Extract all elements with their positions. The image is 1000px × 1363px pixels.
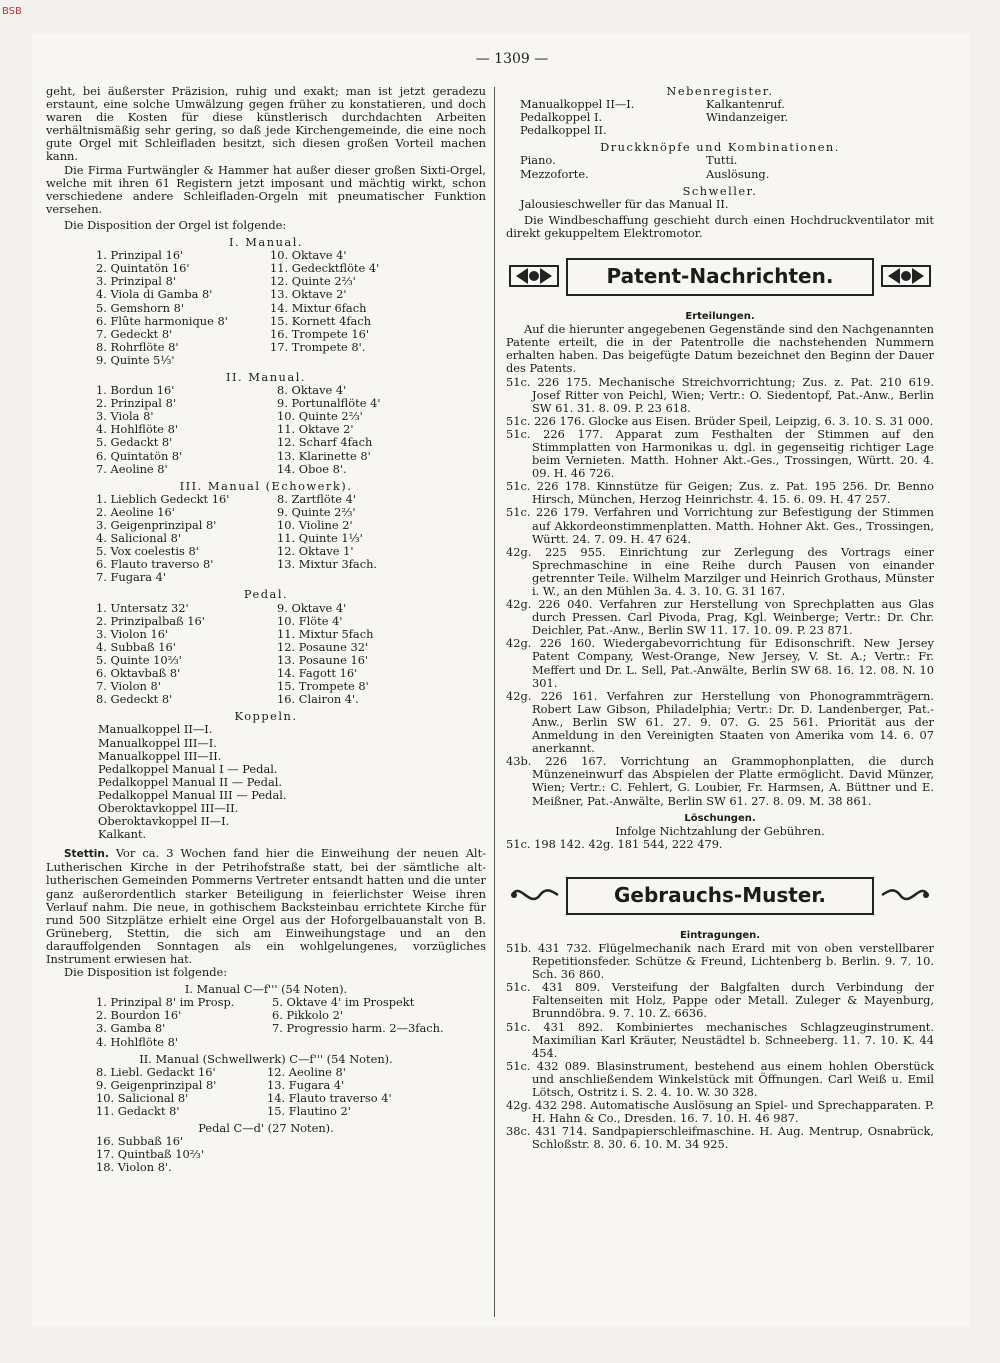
list-item: 3. Prinzipal 8' bbox=[96, 274, 176, 289]
list-item: 11. Oktave 2' bbox=[277, 422, 354, 437]
list-item: 3. Viola 8' bbox=[96, 409, 154, 424]
list-item: 11. Gedackt 8' bbox=[96, 1104, 180, 1119]
list-item: 4. Subbaß 16' bbox=[96, 639, 176, 654]
right-column bbox=[506, 85, 934, 1151]
list-item: 9. Quinte 5⅓' bbox=[96, 352, 175, 367]
list-item: 7. Gedeckt 8' bbox=[96, 326, 173, 341]
list-item: Pedalkoppel Manual II — Pedal. bbox=[98, 774, 283, 789]
list-item: 2. Prinzipalbaß 16' bbox=[96, 613, 205, 628]
list-item: 5. Gedackt 8' bbox=[96, 435, 173, 450]
list-item: 11. Quinte 1⅓' bbox=[277, 531, 363, 546]
list-item: Kalkant. bbox=[98, 827, 147, 842]
list-item: 7. Violon 8' bbox=[96, 679, 161, 694]
list-item: 6. Pikkolo 2' bbox=[272, 1008, 343, 1023]
list-item: 13. Mixtur 3fach. bbox=[277, 557, 378, 572]
eintragungen-heading: Eintragungen. bbox=[679, 929, 761, 941]
list-item: Manualkoppel III—I. bbox=[98, 735, 217, 750]
patent-entry: 42g. 226 161. Verfahren zur Herstellung von Phonogrammträgern. Robert Law Gibson, Philadelphia; Vertr.: Dr. D. Landenberger, Pat.-Anw., Berlin SW 61. 27. 9. 07. G. 25 561. Priorität aus der Anmeldung in den Vereinigten Staaten von Amerika vom 14. 6. 07 anerkannt. bbox=[506, 688, 934, 756]
list-item: 8. Liebl. Gedackt 16' bbox=[96, 1064, 216, 1079]
patent-entry: 51c. 226 175. Mechanische Streichvorrichtung; Zus. z. Pat. 210 619. Josef Ritter von Peichl, Wien; Vertr.: O. Siedentopf, Pat.-Anw., Berlin SW 61. 31. 8. 09. P. 23 618. bbox=[506, 374, 934, 415]
list-item: Oberoktavkoppel II—I. bbox=[98, 814, 230, 829]
list-item: 17. Trompete 8'. bbox=[270, 339, 366, 354]
gebrauchsmuster-entries bbox=[506, 942, 934, 1152]
manual-3-heading: III. Manual (Echowerk). bbox=[179, 478, 353, 493]
section-2-heading: II. Manual (Schwellwerk) C—f''' (54 Noten). bbox=[139, 1051, 393, 1066]
list-item: 1. Prinzipal 16' bbox=[96, 248, 184, 263]
patent-entry: 51c. 226 176. Glocke aus Eisen. Brüder Speil, Leipzig, 6. 3. 10. S. 31 000. bbox=[506, 413, 934, 428]
list-item: 4. Viola di Gamba 8' bbox=[96, 287, 213, 302]
scroll-ornament-right-icon bbox=[878, 871, 934, 919]
manual-3-stops bbox=[96, 493, 486, 585]
list-item: Pedalkoppel Manual I — Pedal. bbox=[98, 761, 278, 776]
patent-entry: 42g. 226 160. Wiedergabevorrichtung für Edisonschrift. New Jersey Patent Company, West-Orange, New Jersey, V. St. A.; Vertr.: Fr. Meffert und Dr. L. Sell, Pat.-Anwälte, Berlin SW 68. 16. 12. 08. N. 10 301. bbox=[506, 636, 934, 690]
list-item: Mezzoforte. bbox=[520, 166, 589, 181]
manual-2-heading: II. Manual. bbox=[226, 369, 306, 384]
patent-entry: 51c. 431 809. Versteifung der Balgfalten durch Verbindung der Faltenseiten mit Holz, Pappe oder Metall. Zuleger & Mayenburg, Brunndöbra. 9. 7. 10. Z. 6636. bbox=[506, 980, 934, 1021]
list-item: 5. Quinte 10⅔' bbox=[96, 652, 182, 667]
list-item: 4. Hohlflöte 8' bbox=[96, 1034, 179, 1049]
list-item: 4. Salicional 8' bbox=[96, 531, 182, 546]
list-item: 5. Oktave 4' im Prospekt bbox=[272, 995, 415, 1010]
list-item bbox=[277, 571, 486, 584]
list-item: 1. Lieblich Gedeckt 16' bbox=[96, 491, 230, 506]
stettin-heading: Stettin. bbox=[64, 848, 109, 861]
list-item bbox=[706, 124, 934, 137]
list-item: 5. Gemshorn 8' bbox=[96, 300, 184, 315]
list-item: 14. Oboe 8'. bbox=[277, 461, 347, 476]
list-item: 12. Quinte 2⅔' bbox=[270, 274, 356, 289]
manual-1-stops bbox=[96, 249, 486, 367]
list-item: 9. Quinte 2⅔' bbox=[277, 504, 356, 519]
manual-1-heading: I. Manual. bbox=[229, 235, 303, 250]
pedal-heading: Pedal. bbox=[243, 587, 289, 602]
list-item: 15. Kornett 4fach bbox=[270, 313, 372, 328]
list-item: 10. Salicional 8' bbox=[96, 1090, 189, 1105]
stettin-paragraph bbox=[46, 847, 486, 966]
page-number: — 1309 — bbox=[475, 51, 549, 67]
patent-entry: 51c. 432 089. Blasinstrument, bestehend aus einem hohlen Oberstück und anschließendem Winkelstück mit Öffnungen. Carl Weiß u. Emil Lötsch, Ostritz i. S. 2. 4. 10. W. 30 328. bbox=[506, 1058, 934, 1099]
list-item: 8. Oktave 4' bbox=[277, 383, 347, 398]
list-item bbox=[272, 1036, 486, 1049]
list-item: Windanzeiger. bbox=[706, 110, 789, 125]
disposition-intro: Die Disposition der Orgel ist folgende: bbox=[64, 217, 287, 232]
page-sheet bbox=[32, 33, 970, 1327]
patent-entry: 42g. 225 955. Einrichtung zur Zerlegung des Vortrags einer Sprechmaschine in eine Reihe durch Pausen von einander getrennter Teile. Wilhelm Marzilger und Heinrich Grothaus, Münster i. W., an den Mühlen 3a. 4. 3. 10. G. 31 167. bbox=[506, 544, 934, 598]
list-item: 7. Aeoline 8' bbox=[96, 461, 168, 476]
list-item: 9. Portunalflöte 4' bbox=[277, 396, 381, 411]
list-item: 12. Aeoline 8' bbox=[267, 1064, 346, 1079]
list-item: 11. Mixtur 5fach bbox=[277, 626, 374, 641]
list-item: 3. Gamba 8' bbox=[96, 1021, 166, 1036]
list-item: 15. Trompete 8' bbox=[277, 679, 369, 694]
list-item: 1. Bordun 16' bbox=[96, 383, 175, 398]
list-item: 10. Quinte 2⅔' bbox=[277, 409, 363, 424]
list-item: Auslösung. bbox=[706, 166, 770, 181]
furtwaengler-paragraph: Die Firma Furtwängler & Hammer hat außer dieser großen Sixti-Orgel, welche mit ihren 61 Registern jetzt imposant und mächtig wirkt, schon verschiedene andere Schleifladen-Orgeln mit pneumatischer Funktion versehen. bbox=[46, 162, 486, 216]
patent-entry: 51c. 226 179. Verfahren und Vorrichtung zur Befestigung der Stimmen auf Akkordeonstimmenplatten. Matth. Hohner Akt. Ges., Trossingen, Württ. 24. 7. 09. H. 47 624. bbox=[506, 505, 934, 546]
list-item: 1. Prinzipal 8' im Prosp. bbox=[96, 995, 235, 1010]
list-item: 13. Klarinette 8' bbox=[277, 448, 371, 463]
list-item: 3. Violon 16' bbox=[96, 626, 169, 641]
list-item: 14. Mixtur 6fach bbox=[270, 300, 367, 315]
list-item: 9. Oktave 4' bbox=[277, 600, 347, 615]
patent-entry: 51c. 226 178. Kinnstütze für Geigen; Zus. z. Pat. 195 256. Dr. Benno Hirsch, München, Herzog Heinrichstr. 4. 15. 6. 09. H. 47 257. bbox=[506, 479, 934, 507]
list-item: 12. Posaune 32' bbox=[277, 639, 369, 654]
scroll-ornament-left-icon bbox=[506, 871, 562, 919]
patent-entry: 42g. 226 040. Verfahren zur Herstellung von Sprechplatten aus Glas durch Pressen. Carl Pivoda, Prag, Kgl. Weinberge; Vertr.: Dr. Chr. Deichler, Pat.-Anw., Berlin SW 11. 17. 10. 09. P. 23 871. bbox=[506, 597, 934, 638]
schweller-text: Jalousieschweller für das Manual II. bbox=[520, 196, 729, 211]
nebenregister-list bbox=[520, 98, 934, 137]
list-item: 1. Untersatz 32' bbox=[96, 600, 189, 615]
patent-entry: 51c. 226 177. Apparat zum Festhalten der Stimmen auf den Stimmplatten von Harmonikas u. dgl. in gegenseitig richtiger Lage beim Vernieten. Matth. Hohner Akt.-Ges., Trossingen, Württ. 20. 4. 09. H. 46 726. bbox=[506, 426, 934, 481]
list-item: 16. Subbaß 16' bbox=[96, 1134, 184, 1149]
koppeln-heading: Koppeln. bbox=[234, 709, 298, 724]
list-item: 13. Oktave 2' bbox=[270, 287, 347, 302]
list-item: Manualkoppel III—II. bbox=[98, 748, 222, 763]
list-item: Pedalkoppel Manual III — Pedal. bbox=[98, 787, 287, 802]
disposition-2-intro: Die Disposition ist folgende: bbox=[64, 965, 228, 980]
list-item: 6. Flauto traverso 8' bbox=[96, 557, 214, 572]
gebrauchsmuster-title: Gebrauchs-Muster. bbox=[566, 877, 874, 915]
list-item: 3. Geigenprinzipal 8' bbox=[96, 518, 217, 532]
wind-paragraph: Die Windbeschaffung geschieht durch einen Hochdruckventilator mit direkt gekuppeltem Elektromotor. bbox=[506, 212, 934, 240]
list-item: 11. Gedecktflöte 4' bbox=[270, 261, 380, 276]
list-item: Kalkantenruf. bbox=[706, 97, 785, 112]
list-item: 4. Hohlflöte 8' bbox=[96, 422, 179, 437]
list-item: 7. Fugara 4' bbox=[96, 570, 167, 585]
list-item: 14. Flauto traverso 4' bbox=[267, 1090, 392, 1105]
erteilungen-heading: Erteilungen. bbox=[685, 311, 755, 323]
erteilungen-intro: Auf die hierunter angegebenen Gegenstände sind den Nachgenannten Patente erteilt, die in der Patentrolle die nachstehenden Nummern erhalten haben. Das beigefügte Datum bezeichnet den Beginn der Dauer des Patents. bbox=[506, 322, 934, 376]
list-item: Tutti. bbox=[706, 153, 738, 168]
section-3-stops bbox=[96, 1135, 486, 1174]
patent-banner bbox=[506, 252, 934, 300]
list-item: 10. Flöte 4' bbox=[277, 613, 343, 628]
list-item: 16. Trompete 16' bbox=[270, 326, 370, 341]
loeschungen-text: 51c. 198 142. 42g. 181 544, 222 479. bbox=[506, 836, 723, 851]
patent-entry: 51c. 431 892. Kombiniertes mechanisches Schlagzeuginstrument. Maximilian Karl Kräuter, Neustädtel b. Schneeberg. 11. 7. 10. K. 44 454. bbox=[506, 1019, 934, 1060]
list-item: 5. Vox coelestis 8' bbox=[96, 544, 199, 559]
list-item: 2. Bourdon 16' bbox=[96, 1008, 182, 1023]
loeschungen-sub: Infolge Nichtzahlung der Gebühren. bbox=[615, 823, 825, 838]
list-item: 6. Flûte harmonique 8' bbox=[96, 313, 228, 328]
druckknoepfe-list bbox=[520, 154, 934, 180]
list-item: Piano. bbox=[520, 153, 556, 168]
stettin-text: Vor ca. 3 Wochen fand hier die Einweihung der neuen Alt-Lutherischen Kirche in der Petrihofstraße statt, bei der sämtliche alt-lutherischen Gemeinden Pommerns Vertreter entsandt hatten und die unter ganz außerordentlich starker Beteiligung in feierlichster Weise ihren Verlauf nahm. Die neue, in gothischem Backsteinbau errichtete Kirche für rund 500 Sitzplätze erhielt eine Orgel aus der Hoforgelbauanstalt von B. Grüneberg, Stettin, die sich am Einweihungstage und an den darauffolgenden Sonntagen als ein wohlgelungenes, vorzügliches Instrument erwiesen hat. bbox=[46, 846, 486, 966]
list-item: Pedalkoppel I. bbox=[520, 110, 603, 125]
list-item: 2. Aeoline 16' bbox=[96, 504, 175, 519]
manual-2-stops bbox=[96, 384, 486, 476]
column-rule bbox=[494, 87, 495, 1317]
list-item: Manualkoppel II—I. bbox=[520, 97, 635, 112]
list-item: 12. Scharf 4fach bbox=[277, 435, 373, 450]
library-mark: BSB bbox=[2, 6, 22, 17]
patent-entry: 38c. 431 714. Sandpapierschleifmaschine. H. Aug. Mentrup, Osnabrück, Schloßstr. 8. 30. 6. 10. M. 34 925. bbox=[506, 1124, 934, 1152]
list-item: 17. Quintbaß 10⅔' bbox=[96, 1147, 204, 1162]
section-1-stops bbox=[96, 996, 486, 1048]
list-item: 10. Violine 2' bbox=[277, 518, 353, 532]
list-item: 16. Clairon 4'. bbox=[277, 692, 359, 707]
list-item: 8. Gedeckt 8' bbox=[96, 692, 173, 707]
pedal-stops bbox=[96, 602, 486, 707]
patent-entry: 42g. 432 298. Automatische Auslösung an Spiel- und Sprechapparaten. P. H. Hahn & Co., Dresden. 16. 7. 10. H. 46 987. bbox=[506, 1098, 934, 1126]
list-item: 13. Posaune 16' bbox=[277, 652, 369, 667]
list-item: 14. Fagott 16' bbox=[277, 666, 358, 681]
list-item: Oberoktavkoppel III—II. bbox=[98, 800, 239, 815]
list-item bbox=[270, 354, 486, 367]
list-item: Manualkoppel II—I. bbox=[98, 722, 213, 737]
gebrauchsmuster-banner bbox=[506, 871, 934, 919]
list-item: 2. Quintatön 16' bbox=[96, 261, 190, 276]
list-item: 2. Prinzipal 8' bbox=[96, 396, 176, 411]
schweller-heading: Schweller. bbox=[682, 183, 758, 198]
ornament-left-icon bbox=[506, 252, 562, 300]
list-item: 13. Fugara 4' bbox=[267, 1077, 345, 1092]
ornament-right-icon bbox=[878, 252, 934, 300]
list-item: 6. Oktavbaß 8' bbox=[96, 666, 181, 681]
left-column bbox=[46, 85, 486, 1175]
list-item: 18. Violon 8'. bbox=[96, 1160, 172, 1175]
list-item: 10. Oktave 4' bbox=[270, 248, 347, 263]
patent-entry: 51b. 431 732. Flügelmechanik nach Erard mit von oben verstellbarer Repetitionsfeder. Schütze & Freund, Lichtenberg b. Berlin. 9. 7. 10. Sch. 36 860. bbox=[506, 940, 934, 982]
patent-entry: 43b. 226 167. Vorrichtung an Grammophonplatten, die durch Münzeneinwurf das Abspielen der Platte ermöglicht. David Münzer, Wien; Vertr.: C. Fehlert, G. Loubier, Fr. Harmsen, A. Büttner und E. Meißner, Pat.-Anwälte, Berlin SW 61. 27. 8. 09. M. 38 861. bbox=[506, 754, 934, 808]
list-item: Pedalkoppel II. bbox=[520, 123, 607, 138]
intro-paragraph: geht, bei äußerster Präzision, ruhig und exakt; man ist jetzt geradezu erstaunt, eine solche Umwälzung gegen früher zu konstatieren, und doch waren die Kosten für diese künstlerisch durchdachten Arbeiten verhältnismäßig sehr gering, so daß jede Kirchengemeinde, die eine noch gute Orgel mit Schleifladen besitzt, sich diesen großen Vorteil machen kann. bbox=[46, 84, 486, 164]
section-1-heading: I. Manual C—f''' (54 Noten). bbox=[184, 982, 348, 997]
section-3-heading: Pedal C—d' (27 Noten). bbox=[198, 1121, 334, 1136]
list-item: 12. Oktave 1' bbox=[277, 544, 354, 559]
koppeln-list bbox=[98, 723, 486, 841]
list-item: 15. Flautino 2' bbox=[267, 1104, 351, 1119]
list-item: 7. Progressio harm. 2—3fach. bbox=[272, 1021, 444, 1036]
list-item: 8. Zartflöte 4' bbox=[277, 491, 356, 506]
nebenregister-heading: Nebenregister. bbox=[666, 84, 774, 98]
patent-entries bbox=[506, 376, 934, 808]
list-item: 8. Rohrflöte 8' bbox=[96, 339, 179, 354]
druckknoepfe-heading: Druckknöpfe und Kombinationen. bbox=[600, 140, 840, 155]
section-2-stops bbox=[96, 1066, 486, 1118]
list-item: 6. Quintatön 8' bbox=[96, 448, 183, 463]
patent-title: Patent-Nachrichten. bbox=[566, 258, 874, 296]
loeschungen-heading: Löschungen. bbox=[684, 812, 756, 824]
list-item: 9. Geigenprinzipal 8' bbox=[96, 1077, 217, 1092]
